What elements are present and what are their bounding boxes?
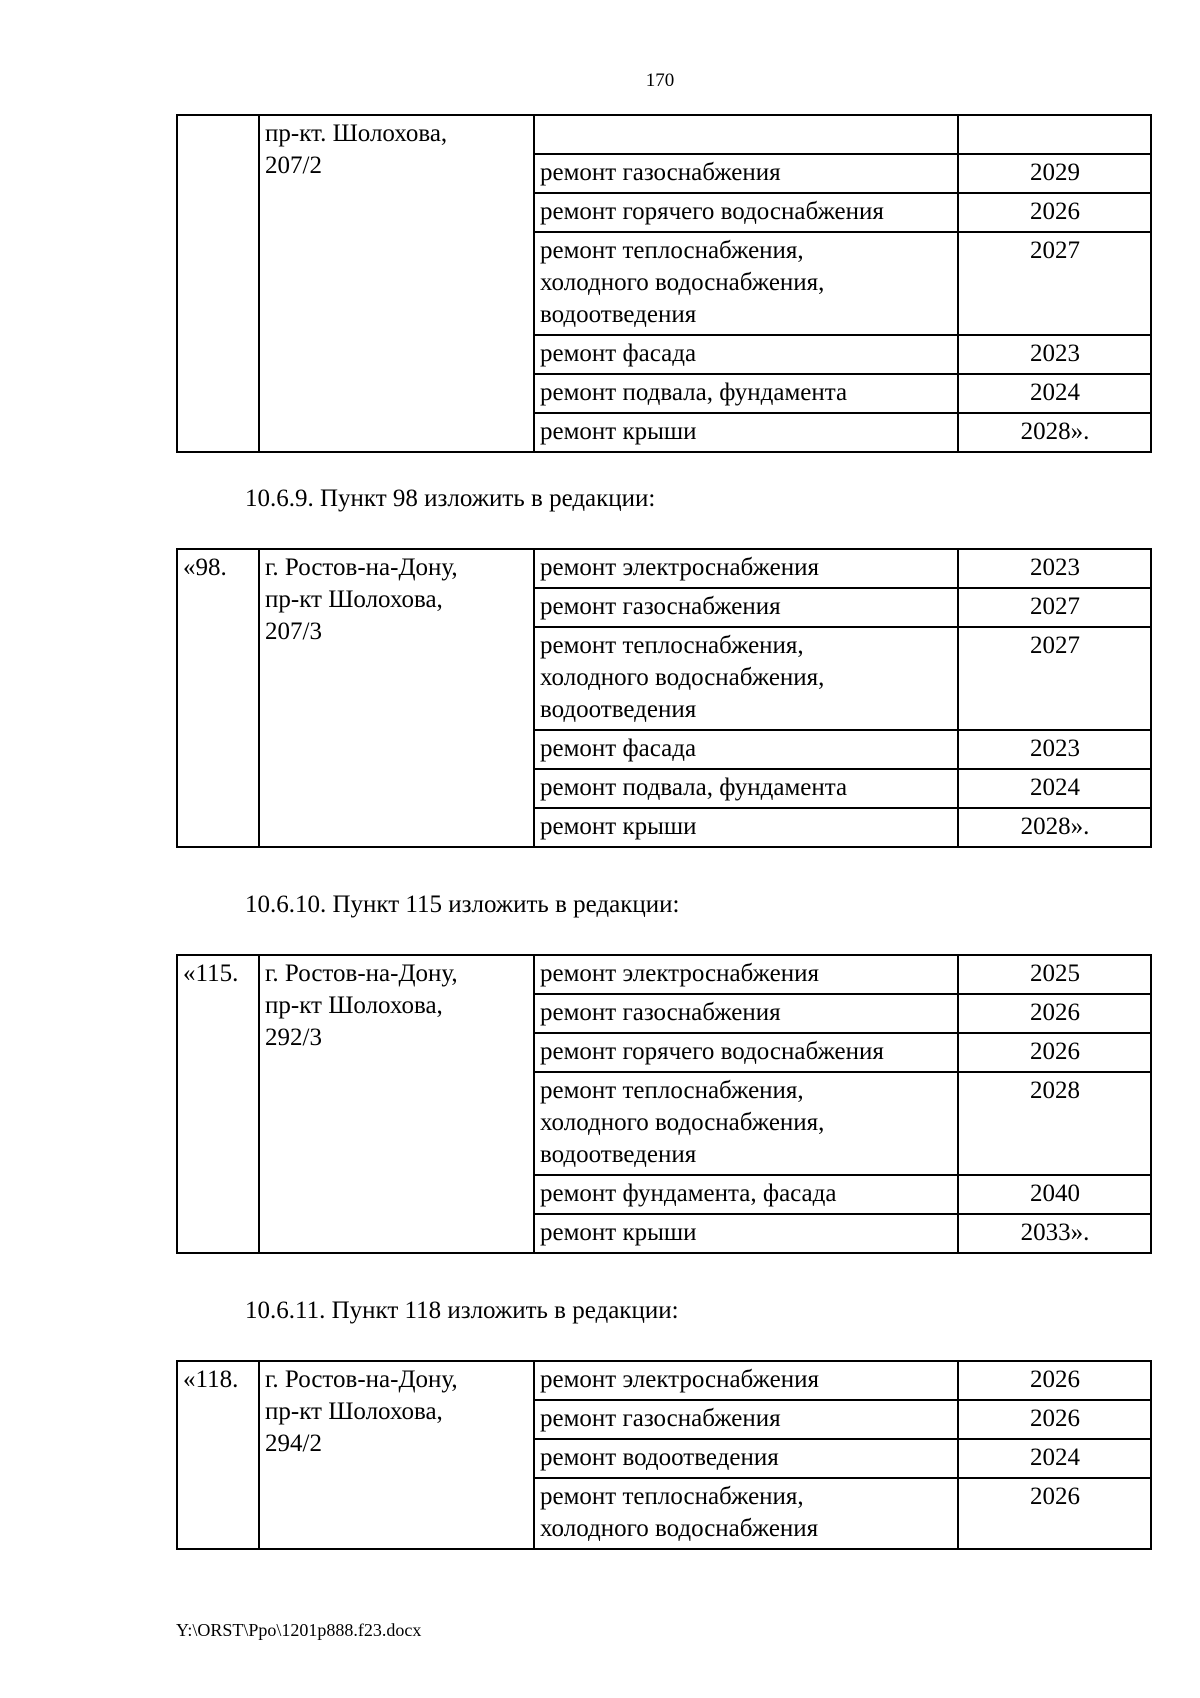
address-line: пр-кт Шолохова, bbox=[265, 1398, 443, 1425]
address-line: 294/2 bbox=[265, 1430, 322, 1457]
item-number: «118. bbox=[177, 1361, 259, 1549]
work-type-line: водоотведения bbox=[540, 301, 697, 328]
item-number: «115. bbox=[177, 955, 259, 1253]
year-cell: 2040 bbox=[958, 1175, 1151, 1214]
work-type-line: водоотведения bbox=[540, 696, 697, 723]
work-type-line: холодного водоснабжения, bbox=[540, 269, 825, 296]
work-type-cell bbox=[534, 588, 958, 627]
repair-schedule-table bbox=[176, 954, 1152, 1254]
work-type-line: ремонт газоснабжения bbox=[540, 593, 781, 620]
address-line: пр-кт. Шолохова, bbox=[265, 120, 448, 147]
work-type-cell bbox=[534, 374, 958, 413]
work-type-cell bbox=[534, 115, 958, 154]
year-cell: 2028». bbox=[958, 808, 1151, 847]
work-type-line: ремонт фасада bbox=[540, 735, 697, 762]
work-type-line: ремонт электроснабжения bbox=[540, 960, 819, 987]
work-type-line: водоотведения bbox=[540, 1141, 697, 1168]
work-type-line: ремонт электроснабжения bbox=[540, 1366, 819, 1393]
work-type-line: холодного водоснабжения bbox=[540, 1515, 819, 1542]
work-type-cell bbox=[534, 549, 958, 588]
work-type-line: ремонт газоснабжения bbox=[540, 1405, 781, 1432]
year-cell: 2027 bbox=[958, 232, 1151, 335]
address-cell bbox=[259, 1361, 534, 1549]
year-cell: 2024 bbox=[958, 374, 1151, 413]
item-number bbox=[177, 115, 259, 452]
work-type-line: ремонт подвала, фундамента bbox=[540, 774, 848, 801]
work-type-cell bbox=[534, 955, 958, 994]
item-number: «98. bbox=[177, 549, 259, 847]
address-line: пр-кт Шолохова, bbox=[265, 586, 443, 613]
address-line: г. Ростов-на-Дону, bbox=[265, 1366, 458, 1393]
work-type-cell bbox=[534, 413, 958, 452]
address-line: г. Ростов-на-Дону, bbox=[265, 960, 458, 987]
address-cell bbox=[259, 549, 534, 847]
work-type-cell bbox=[534, 1439, 958, 1478]
work-type-line: ремонт горячего водоснабжения bbox=[540, 1038, 884, 1065]
work-type-line: ремонт теплоснабжения, bbox=[540, 632, 804, 659]
work-type-line: холодного водоснабжения, bbox=[540, 1109, 825, 1136]
work-type-line: ремонт фасада bbox=[540, 340, 697, 367]
work-type-cell bbox=[534, 154, 958, 193]
work-type-line: холодного водоснабжения, bbox=[540, 664, 825, 691]
table-row bbox=[177, 1361, 1151, 1400]
work-type-cell bbox=[534, 232, 958, 335]
address-line: 207/2 bbox=[265, 152, 322, 179]
repair-schedule-table bbox=[176, 114, 1152, 453]
year-cell: 2024 bbox=[958, 769, 1151, 808]
work-type-cell bbox=[534, 1361, 958, 1400]
work-type-line: ремонт подвала, фундамента bbox=[540, 379, 848, 406]
section-heading-118: 10.6.11. Пункт 118 изложить в редакции: bbox=[245, 1297, 679, 1324]
table-block-1 bbox=[176, 114, 1150, 453]
work-type-cell bbox=[534, 730, 958, 769]
table-block-98 bbox=[176, 548, 1150, 848]
year-cell: 2023 bbox=[958, 549, 1151, 588]
year-cell: 2028 bbox=[958, 1072, 1151, 1175]
year-cell: 2027 bbox=[958, 627, 1151, 730]
section-heading-115: 10.6.10. Пункт 115 изложить в редакции: bbox=[245, 891, 680, 918]
address-cell bbox=[259, 115, 534, 452]
work-type-line: ремонт горячего водоснабжения bbox=[540, 198, 884, 225]
table-row bbox=[177, 955, 1151, 994]
work-type-cell bbox=[534, 808, 958, 847]
year-cell: 2024 bbox=[958, 1439, 1151, 1478]
work-type-line: ремонт фундамента, фасада bbox=[540, 1180, 837, 1207]
table-row bbox=[177, 549, 1151, 588]
work-type-cell bbox=[534, 627, 958, 730]
work-type-line: ремонт крыши bbox=[540, 1219, 697, 1246]
work-type-cell bbox=[534, 1033, 958, 1072]
address-line: пр-кт Шолохова, bbox=[265, 992, 443, 1019]
work-type-line: ремонт крыши bbox=[540, 418, 697, 445]
repair-schedule-table bbox=[176, 548, 1152, 848]
work-type-cell bbox=[534, 335, 958, 374]
section-heading-98: 10.6.9. Пункт 98 изложить в редакции: bbox=[245, 485, 656, 512]
year-cell: 2023 bbox=[958, 730, 1151, 769]
address-cell bbox=[259, 955, 534, 1253]
year-cell bbox=[958, 115, 1151, 154]
work-type-line: ремонт крыши bbox=[540, 813, 697, 840]
table-row bbox=[177, 115, 1151, 154]
work-type-cell bbox=[534, 1175, 958, 1214]
table-block-118 bbox=[176, 1360, 1150, 1550]
work-type-line: ремонт теплоснабжения, bbox=[540, 1483, 804, 1510]
footer-file-path: Y:\ORST\Ppo\1201p888.f23.docx bbox=[176, 1620, 422, 1640]
work-type-cell bbox=[534, 769, 958, 808]
year-cell: 2026 bbox=[958, 1033, 1151, 1072]
address-line: г. Ростов-на-Дону, bbox=[265, 554, 458, 581]
year-cell: 2026 bbox=[958, 1478, 1151, 1549]
work-type-line: ремонт теплоснабжения, bbox=[540, 1077, 804, 1104]
year-cell: 2026 bbox=[958, 994, 1151, 1033]
work-type-line: ремонт теплоснабжения, bbox=[540, 237, 804, 264]
work-type-cell bbox=[534, 1400, 958, 1439]
work-type-line: ремонт электроснабжения bbox=[540, 554, 819, 581]
work-type-cell bbox=[534, 994, 958, 1033]
year-cell: 2027 bbox=[958, 588, 1151, 627]
year-cell: 2033». bbox=[958, 1214, 1151, 1253]
work-type-cell bbox=[534, 1214, 958, 1253]
year-cell: 2028». bbox=[958, 413, 1151, 452]
work-type-cell bbox=[534, 1478, 958, 1549]
year-cell: 2026 bbox=[958, 193, 1151, 232]
year-cell: 2026 bbox=[958, 1400, 1151, 1439]
address-line: 207/3 bbox=[265, 618, 322, 645]
work-type-line: ремонт водоотведения bbox=[540, 1444, 779, 1471]
repair-schedule-table bbox=[176, 1360, 1152, 1550]
work-type-line bbox=[540, 118, 953, 150]
work-type-line: ремонт газоснабжения bbox=[540, 159, 781, 186]
year-cell: 2026 bbox=[958, 1361, 1151, 1400]
address-line: 292/3 bbox=[265, 1024, 322, 1051]
year-cell: 2029 bbox=[958, 154, 1151, 193]
work-type-cell bbox=[534, 193, 958, 232]
page-number: 170 bbox=[645, 70, 675, 91]
year-cell: 2025 bbox=[958, 955, 1151, 994]
year-cell: 2023 bbox=[958, 335, 1151, 374]
work-type-cell bbox=[534, 1072, 958, 1175]
work-type-line: ремонт газоснабжения bbox=[540, 999, 781, 1026]
table-block-115 bbox=[176, 954, 1150, 1254]
